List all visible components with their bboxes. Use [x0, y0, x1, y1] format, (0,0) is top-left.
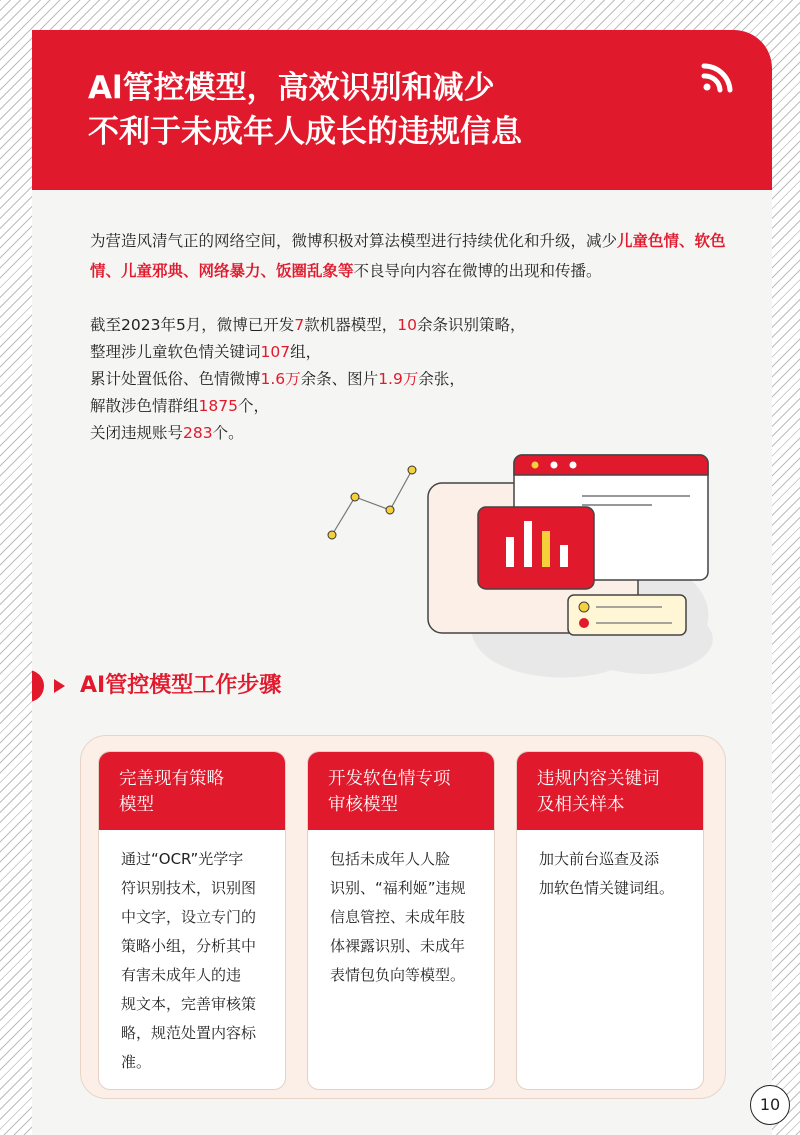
- step-card-3: [516, 751, 704, 1090]
- page-number: 10: [750, 1085, 790, 1125]
- step-heading-line: 模型: [119, 795, 154, 815]
- stats-text: 截至2023年5月，微博已开发: [90, 316, 295, 334]
- steps-panel: [80, 735, 726, 1099]
- stats-number: 1875: [198, 397, 238, 415]
- step-heading: [308, 752, 494, 830]
- stats-text: 个，: [237, 397, 269, 415]
- step-heading-line: 开发软色情专项: [328, 769, 451, 789]
- title-banner: [32, 30, 772, 190]
- step-heading-line: 审核模型: [328, 795, 398, 815]
- arrow-right-icon: [54, 679, 65, 693]
- step-body-line: 包括未成年人人脸: [330, 850, 451, 868]
- dashboard-illustration: [322, 425, 742, 680]
- stats-number: 7: [294, 316, 305, 334]
- step-body-line: 加大前台巡查及添: [539, 850, 660, 868]
- step-body-line: 有害未成年人的违: [121, 966, 242, 984]
- step-card-2: [307, 751, 495, 1090]
- step-body-line: 信息管控、未成年肢: [330, 908, 466, 926]
- stats-text: 累计处置低俗、色情微博: [90, 370, 261, 388]
- stats-text: 整理涉儿童软色情关键词: [90, 343, 261, 361]
- stats-number: 10: [397, 316, 417, 334]
- intro-paragraph: [90, 226, 730, 286]
- step-body-line: 中文字，设立专门的: [121, 908, 257, 926]
- step-heading: [99, 752, 285, 830]
- section-header: [32, 666, 452, 706]
- step-body-line: 略，规范处置内容标: [121, 1024, 257, 1042]
- step-heading-line: 违规内容关键词: [537, 769, 660, 789]
- step-card-1: [98, 751, 286, 1090]
- stats-text: 余张，: [418, 370, 465, 388]
- stats-text: 个。: [212, 424, 244, 442]
- step-body-line: 符识别技术，识别图: [121, 879, 257, 897]
- step-body-line: 加软色情关键词组。: [539, 879, 675, 897]
- intro-text-end: 不良导向内容在微博的出现和传播。: [353, 262, 602, 280]
- stats-row: [90, 339, 550, 366]
- step-body-line: 识别、“福利姬”违规: [330, 879, 466, 897]
- stats-row: [90, 312, 550, 339]
- stats-text: 款机器模型，: [304, 316, 398, 334]
- step-body-line: 通过“OCR”光学字: [121, 850, 244, 868]
- stats-row: [90, 393, 550, 420]
- stats-text: 组，: [290, 343, 322, 361]
- step-body-line: 表情包负向等模型。: [330, 966, 466, 984]
- stats-row: [90, 366, 550, 393]
- section-title: AI管控模型工作步骤: [80, 673, 282, 698]
- stats-text: 关闭违规账号: [90, 424, 184, 442]
- step-body-line: 规文本，完善审核策: [121, 995, 257, 1013]
- title-line-2: 不利于未成年人成长的违规信息: [88, 114, 522, 150]
- bullet-dot-icon: [32, 670, 44, 702]
- stats-text: 解散涉色情群组: [90, 397, 199, 415]
- stats-number: 283: [183, 424, 213, 442]
- title-line-1: Al管控模型，高效识别和减少: [88, 70, 495, 106]
- signal-icon: [698, 52, 742, 96]
- step-body: [517, 830, 703, 903]
- stats-text: 余条、图片: [300, 370, 379, 388]
- stats-number: 107: [260, 343, 291, 361]
- intro-text: 为营造风清气正的网络空间，微博积极对算法模型进行持续优化和升级，减少: [90, 232, 618, 250]
- step-body-line: 策略小组，分析其中: [121, 937, 257, 955]
- page-title: [88, 66, 522, 154]
- step-body: [99, 830, 285, 1077]
- stats-text: 余条识别策略，: [416, 316, 526, 334]
- step-heading-line: 及相关样本: [537, 795, 625, 815]
- intro-highlight: 儿童色情、软色情、儿童邪典、网络暴力、饭圈乱象等: [90, 232, 726, 280]
- step-body-line: 准。: [121, 1053, 152, 1071]
- step-heading: [517, 752, 703, 830]
- step-heading-line: 完善现有策略: [119, 769, 224, 789]
- stats-number: 1.6万: [260, 370, 301, 388]
- step-body-line: 体裸露识别、未成年: [330, 937, 466, 955]
- stats-number: 1.9万: [378, 370, 419, 388]
- step-body: [308, 830, 494, 990]
- page-card: [32, 30, 772, 1135]
